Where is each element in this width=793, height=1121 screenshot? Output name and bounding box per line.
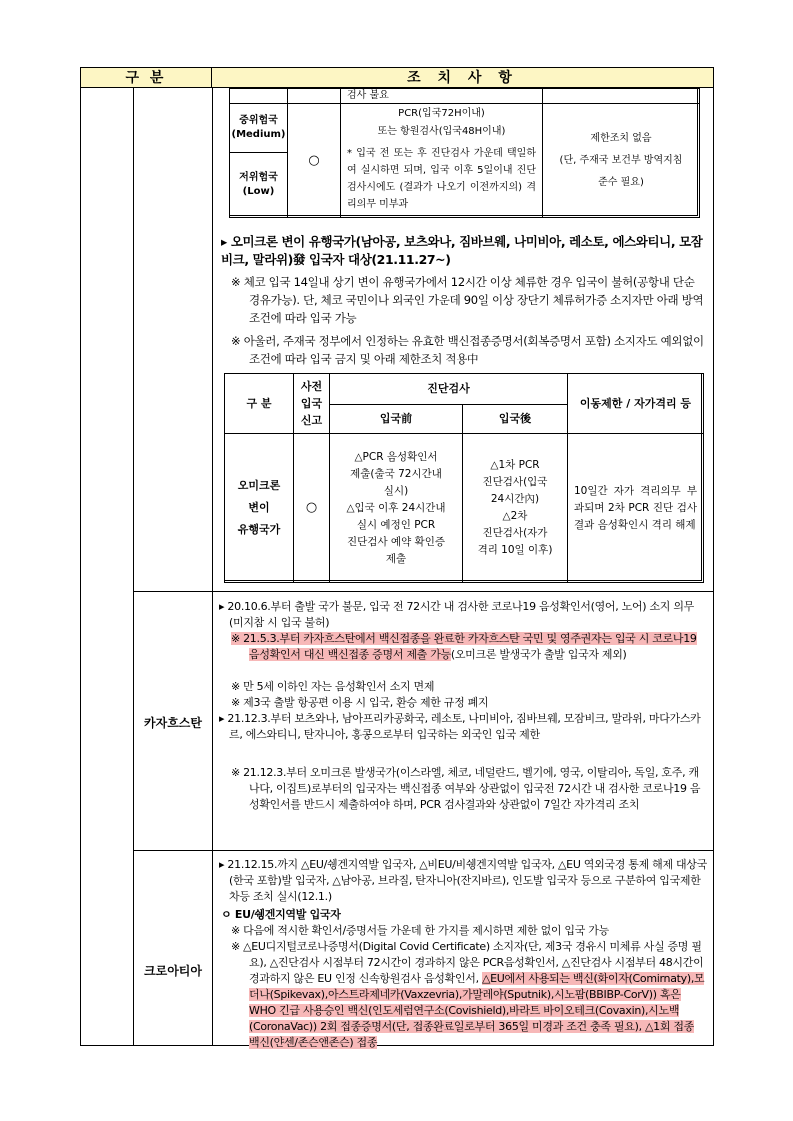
omicron-h-after: 입국後 — [462, 404, 568, 434]
omicron-row-label: 오미크론 변이 유행국가 — [224, 433, 294, 583]
test-line-2: 또는 항원검사(입국48H이내) — [377, 126, 506, 137]
omicron-h-test: 진단검사 — [329, 373, 568, 405]
test-requirement-cell — [340, 103, 543, 218]
divider — [212, 88, 213, 1045]
omicron-h-before: 입국前 — [329, 404, 463, 434]
omicron-h-restrict: 이동제한 / 자가격리 등 — [567, 373, 704, 434]
divider — [133, 591, 713, 592]
test-note: * 입국 전 또는 후 진단검사 가운데 택일하여 실시하면 되며, 입국 이후 5일이내 진단 검사시에도 (결과가 나오기 이전까지의) 격리의무 미부과 — [347, 148, 536, 210]
risk-table — [229, 88, 698, 216]
medium-risk-label: 중위험국 (Medium) — [229, 103, 288, 153]
table-cell — [229, 88, 288, 104]
omicron-h-prereport: 사전 입국 신고 — [293, 373, 330, 434]
omicron-title: ▸ 오미크론 변이 유행국가(남아공, 보츠와나, 짐바브웨, 나미비아, 레소토, 에스와티니, 모잠비크, 말라위)發 입국자 대상(21.11.27~) — [221, 234, 703, 267]
table-header — [81, 68, 713, 88]
hr-para-3-highlight: △EU에서 사용되는 백신(화이자(Comirnaty),모더나(Spikevax),아스트라제네카(Vaxzevria),가말레야(Sputnik),시노팜(BBIBP-CorV)) 혹은 WHO 긴급 사용승인 백신(인도세럼연구소(Covishield),바라트 바이오테크(Covaxin),시노백(CoronaVac)) 2회 접종증명서(단, 접종완료일로부터 365일 미경과 조건 충족 필요), △1회 접종 백신(얀센/존슨앤존슨) 접종 — [249, 972, 705, 1049]
omicron-note-2: ※ 아울러, 주재국 정부에서 인정하는 유효한 백신접종증명서(회복증명서 포함) 소지자도 예외없이 조건에 따라 입국 금지 및 아래 제한조치 적용中 — [231, 334, 704, 366]
kz-para-6: ※ 21.12.3.부터 오미크론 발생국가(이스라엘, 체코, 네덜란드, 벨기에, 영국, 이탈리아, 독일, 호주, 캐나다, 이집트)로부터의 입국자는 백신접종 여부와 상관없이 입국전 72시간 내 검사한 코로나19 음성확인서를 반드시 제출하여야 하며, PCR 검사결과와 상관없이 7일간 자가격리 조치 — [231, 766, 701, 811]
header-measures: 조 치 사 항 — [407, 70, 518, 86]
table-cell — [340, 88, 543, 104]
omicron-note-1: ※ 체코 입국 14일내 상기 변이 유행국가에서 12시간 이상 체류한 경우 입국이 불허(공항내 단순 경유가능). 단, 체코 국민이나 외국인 가운데 90일 이상 장단기 체류허가증 소지자만 아래 방역조건에 따라 입국 가능 — [231, 275, 704, 325]
circle-mark: ○ — [293, 433, 330, 583]
kz-para-2-rest: (오미크론 발생국가 출발 입국자 제외) — [450, 648, 627, 661]
restriction-cell: 제한조치 없음 (단, 주재국 보건부 방역지침 준수 필요) — [542, 103, 700, 218]
table-cell — [287, 88, 341, 104]
kz-para-4: ※ 제3국 출발 항공편 이용 시 입국, 환승 제한 규정 폐지 — [231, 696, 489, 709]
country-croatia: 크로아티아 — [144, 964, 202, 978]
kz-para-2 — [231, 631, 707, 663]
table-cell — [542, 88, 700, 104]
circle-mark: ○ — [287, 103, 341, 218]
hr-para-3 — [231, 939, 707, 1051]
kz-para-3: ※ 만 5세 이하인 자는 음성확인서 소지 면제 — [231, 680, 435, 693]
low-risk-label: 저위험국 (Low) — [229, 152, 288, 218]
header-category: 구 분 — [81, 68, 212, 88]
divider — [133, 88, 134, 1045]
hr-para-1: ▸ 21.12.15.까지 △EU/쉥겐지역발 입국자, △비EU/비쉥겐지역발 입국자, △EU 역외국경 통제 해제 대상국(한국 포함)발 입국자, △남아공, 브라질, 탄자니아(잔지바르), 인도발 입국자 등으로 구분하여 입국제한 차등 조치 실시(12.1.) — [219, 858, 707, 903]
hr-subheading: ㅇ EU/쉥겐지역발 입국자 — [221, 908, 341, 921]
hr-para-3-text: ※ △EU디지털코로나증명서(Digital Covid Certificate) 소지자(단, 제3국 경유시 미체류 사실 증명 필요), △진단검사 시점부터 72시간이 경과하지 않은 PCR음성확인서, △진단검사 시점부터 48시간이 경과하지 않은 EU 인정 신속항원검사 음성확인서, — [231, 940, 704, 985]
kz-para-5: ▸ 21.12.3.부터 보츠와나, 남아프리카공화국, 레소토, 나미비아, 짐바브웨, 모잠비크, 말라위, 마다가스카르, 에스와티니, 탄자니아, 홍콩으로부터 입국하는 외국인 입국 제한 — [219, 712, 701, 741]
omicron-row-after: △1차 PCR 진단검사(입국 24시간內) △2차 진단검사(자가 격리 10일 이후) — [462, 433, 568, 583]
hr-para-2: ※ 다음에 적시한 확인서/증명서들 가운데 한 가지를 제시하면 제한 없이 입국 가능 — [231, 924, 609, 937]
omicron-row-before: △PCR 음성확인서 제출(출국 72시간내 실시) △입국 이후 24시간내 실시 예정인 PCR 진단검사 예약 확인증 제출 — [329, 433, 463, 583]
test-line-1: PCR(입국72H이내) — [398, 108, 485, 119]
omicron-row-restrict: 10일간 자가 격리의무 부과되며 2차 PCR 진단 검사 결과 음성확인시 격리 해제 — [567, 433, 704, 583]
divider — [133, 850, 713, 851]
omicron-h-category: 구 분 — [224, 373, 294, 434]
omicron-table — [224, 373, 702, 581]
kz-para-2-highlight: ※ 21.5.3.부터 카자흐스탄에서 백신접종을 완료한 카자흐스탄 국민 및 영주권자는 입국 시 코로나19 음성확인서 대신 백신접종 증명서 제출 가능 — [231, 632, 697, 661]
country-kazakhstan: 카자흐스탄 — [144, 716, 202, 730]
no-test-text: 검사 불요 — [347, 90, 389, 101]
document-table — [80, 67, 714, 1049]
kz-para-1: ▸ 20.10.6.부터 출발 국가 불문, 입국 전 72시간 내 검사한 코로나19 음성확인서(영어, 노어) 소지 의무(미지참 시 입국 불허) — [219, 600, 694, 629]
